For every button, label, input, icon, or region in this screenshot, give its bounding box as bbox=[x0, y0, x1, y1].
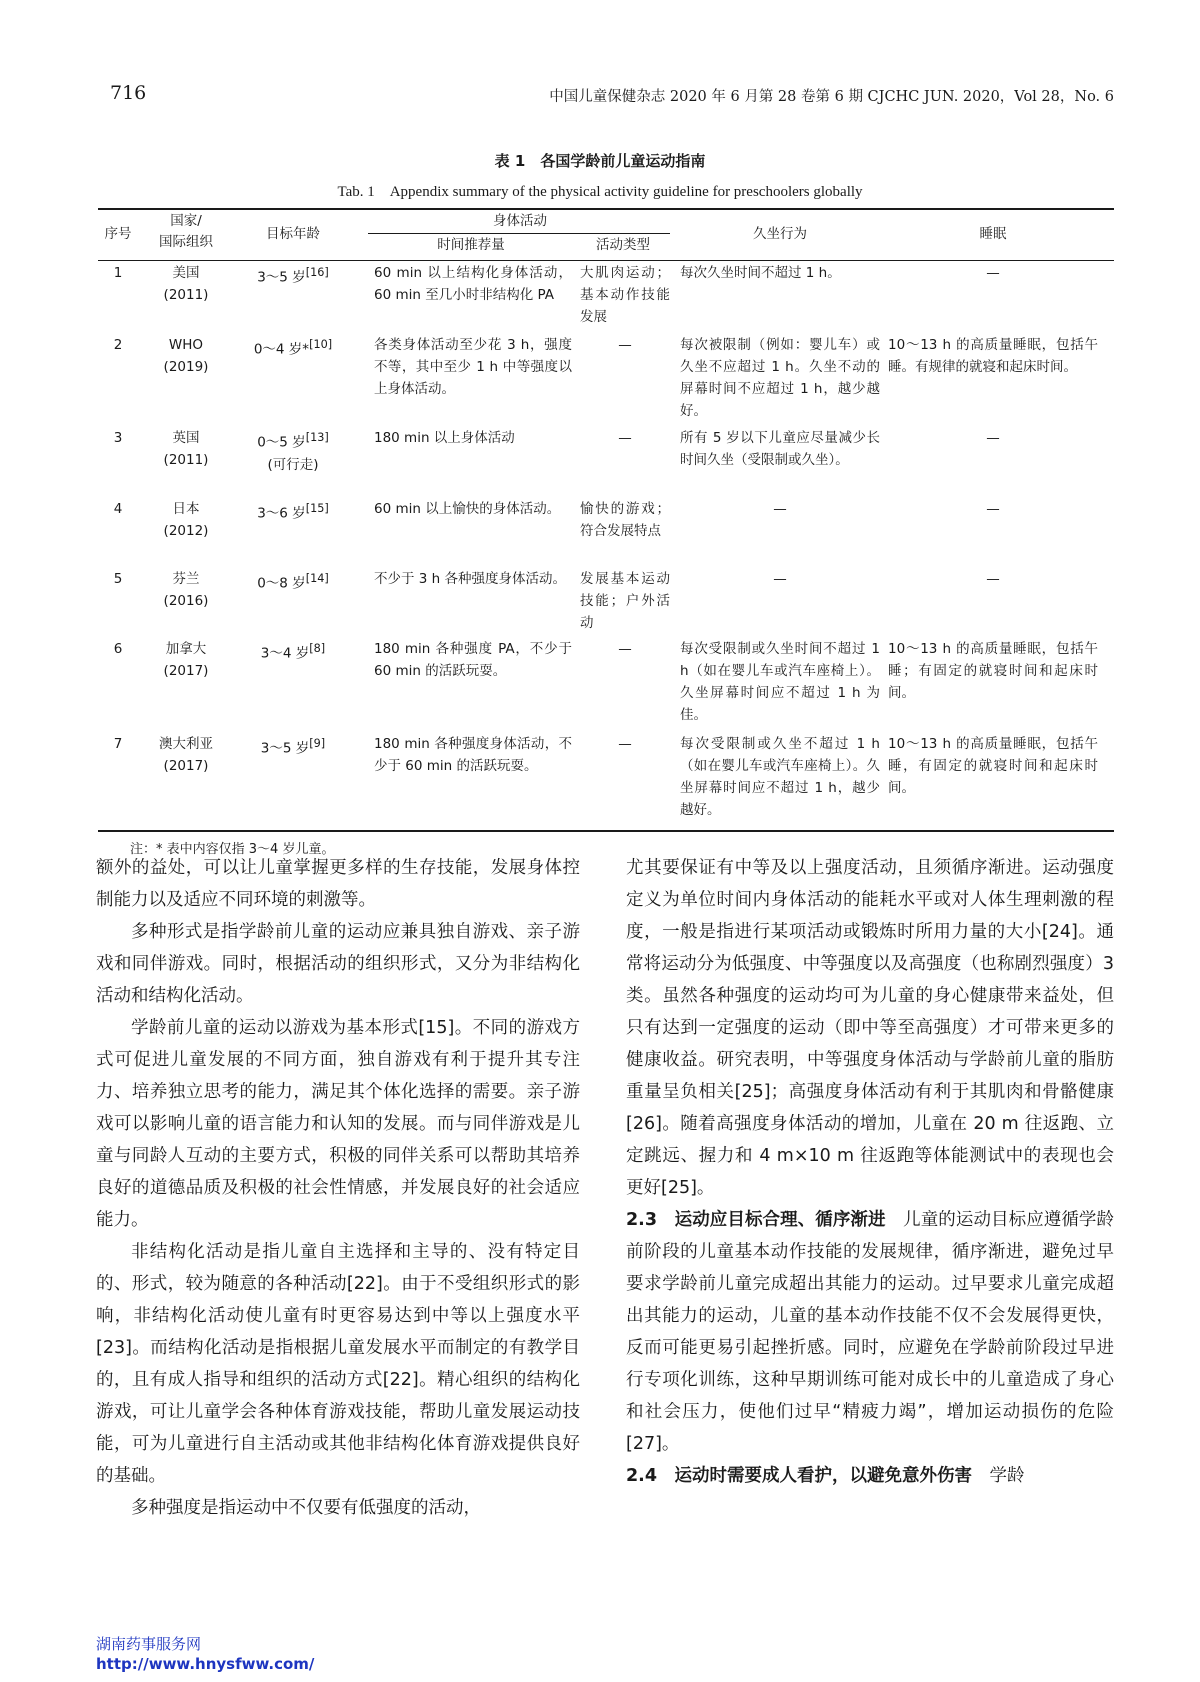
table-cell-sedentary: 每次受限制或久坐时间不超过 1 h（如在婴儿车或汽车座椅上）。久坐屏幕时间应不超过 1 h 为佳。 bbox=[680, 641, 880, 723]
header-sleep: 睡眠 bbox=[979, 226, 1007, 242]
paragraph: 尤其要保证有中等及以上强度活动，且须循序渐进。运动强度定义为单位时间内身体活动的能耗水平或对人体生理刺激的程度，一般是指进行某项活动或锻炼时所用力量的大小[24]。通常将运动分为低强度、中等强度以及高强度（也称剧烈强度）3 类。虽然各种强度的运动均可为儿童的身心健康带来益处，但只有达到一定强度的运动（即中等至高强度）才可带来更多的健康收益。研究表明，中等强度身体活动与学龄前儿童的脂肪重量呈负相关[25]；高强度身体活动有利于其肌肉和骨骼健康[26]。随着高强度身体活动的增加，儿童在 20 m 往返跑、立定跳远、握力和 4 m×10 m 往返跑等体能测试中的表现也会更好[25]。 bbox=[626, 858, 1114, 1198]
watermark-url[interactable]: http://www.hnysfww.com/ bbox=[96, 1655, 315, 1673]
table-cell-seq: 1 bbox=[113, 265, 123, 281]
citation: [16] bbox=[305, 266, 329, 279]
table-cell-country: WHO (2019) bbox=[163, 337, 209, 375]
table-cell-sedentary: — bbox=[773, 501, 787, 517]
header-country: 国家/ 国际组织 bbox=[159, 213, 213, 250]
body-right-column bbox=[626, 852, 1114, 1492]
table-cell-country: 英国 (2011) bbox=[163, 430, 209, 468]
watermark-name: 湖南药事服务网 bbox=[96, 1635, 202, 1653]
page-number: 716 bbox=[110, 82, 147, 104]
table-cell-country: 加拿大 (2017) bbox=[163, 641, 209, 679]
section-heading: 2.4 运动时需要成人看护，以避免意外伤害 bbox=[626, 1466, 972, 1486]
table-cell-sedentary: — bbox=[773, 571, 787, 587]
table-cell-type: — bbox=[618, 430, 632, 446]
header-physical-activity: 身体活动 bbox=[493, 213, 547, 229]
table-cell-sleep: 10～13 h 的高质量睡眠，包括午睡。有规律的就寝和起床时间。 bbox=[888, 337, 1098, 375]
body-left-column bbox=[96, 852, 580, 1524]
table-cell-sedentary: 每次久坐时间不超过 1 h。 bbox=[680, 265, 841, 281]
paragraph: 学龄前儿童的运动以游戏为基本形式[15]。不同的游戏方式可促进儿童发展的不同方面，独自游戏有利于提升其专注力、培养独立思考的能力，满足其个体化选择的需要。亲子游戏可以影响儿童的语言能力和认知的发展。而与同伴游戏是儿童与同龄人互动的主要方式，积极的同伴关系可以帮助其培养良好的道德品质及积极的社会性情感，并发展良好的社会适应能力。 bbox=[96, 1018, 580, 1230]
watermark bbox=[96, 1634, 314, 1674]
table-cell-sleep: — bbox=[986, 430, 1000, 446]
table-cell-seq: 6 bbox=[113, 641, 123, 657]
table-cell-sleep: — bbox=[986, 571, 1000, 587]
table-cell-type: — bbox=[618, 641, 632, 657]
section-heading: 2.3 运动应目标合理、循序渐进 bbox=[626, 1210, 886, 1230]
table-cell-type: — bbox=[618, 337, 632, 353]
table-cell-age: 3～5 岁[16] bbox=[257, 266, 329, 286]
running-head: 中国儿童保健杂志 2020 年 6 月第 28 卷第 6 期 CJCHC JUN. 2020，Vol 28，No. 6 bbox=[549, 89, 1114, 105]
citation: [13] bbox=[305, 431, 329, 444]
table-cell-type: 大肌肉运动；基本动作技能发展 bbox=[580, 265, 670, 325]
section-2-4 bbox=[626, 1460, 1114, 1492]
table-cell-time: 180 min 各种强度身体活动，不少于 60 min 的活跃玩耍。 bbox=[374, 736, 572, 774]
table-header-rule bbox=[98, 260, 1114, 261]
table-cell-type: — bbox=[618, 736, 632, 752]
table-cell-age: 0～5 岁[13] (可行走) bbox=[257, 431, 329, 473]
table-cell-country: 澳大利亚 (2017) bbox=[159, 736, 213, 774]
table-cell-seq: 3 bbox=[113, 430, 123, 446]
table-cell-seq: 4 bbox=[113, 501, 123, 517]
table-cell-country: 日本 (2012) bbox=[163, 501, 209, 539]
table-cell-sedentary: 所有 5 岁以下儿童应尽量减少长时间久坐（受限制或久坐）。 bbox=[680, 430, 880, 468]
table-cell-age: 3～5 岁[9] bbox=[260, 737, 326, 757]
table-cell-sleep: 10～13 h 的高质量睡眠，包括午睡；有固定的就寝时间和起床时间。 bbox=[888, 641, 1098, 701]
table-cell-sleep: 10～13 h 的高质量睡眠，包括午睡，有固定的就寝时间和起床时间。 bbox=[888, 736, 1098, 796]
citation: [14] bbox=[305, 572, 329, 585]
table-cell-time: 180 min 各种强度 PA，不少于 60 min 的活跃玩耍。 bbox=[374, 641, 572, 679]
table-cell-seq: 5 bbox=[113, 571, 123, 587]
table-caption-en: Tab. 1 Appendix summary of the physical activity guideline for preschoolers globally bbox=[337, 184, 863, 200]
table-note: 注：* 表中内容仅指 3～4 岁儿童。 bbox=[130, 842, 335, 857]
table-bottom-rule bbox=[98, 830, 1114, 832]
table-cell-country: 芬兰 (2016) bbox=[163, 571, 209, 609]
table-cell-time: 各类身体活动至少花 3 h，强度不等，其中至少 1 h 中等强度以上身体活动。 bbox=[374, 337, 572, 397]
table-cell-sleep: — bbox=[986, 501, 1000, 517]
header-seq: 序号 bbox=[104, 226, 132, 242]
table-cell-age: 3～4 岁[8] bbox=[260, 642, 326, 662]
table-cell-country: 美国 (2011) bbox=[163, 265, 209, 303]
physical-activity-span-rule bbox=[368, 233, 670, 234]
citation: [8] bbox=[309, 642, 326, 655]
table-cell-age: 3～6 岁[15] bbox=[257, 502, 329, 522]
paragraph: 多种强度是指运动中不仅要有低强度的活动， bbox=[131, 1498, 481, 1518]
table-caption-cn: 表 1 各国学龄前儿童运动指南 bbox=[494, 152, 706, 170]
section-text: 儿童的运动目标应遵循学龄前阶段的儿童基本动作技能的发展规律，循序渐进，避免过早要求学龄前儿童完成超出其能力的运动。过早要求儿童完成超出其能力的运动，儿童的基本动作技能不仅不会发展得更快，反而可能更易引起挫折感。同时，应避免在学龄前阶段过早进行专项化训练，这种早期训练可能对成长中的儿童造成了身心和社会压力，使他们过早“精疲力竭”，增加运动损伤的危险[27]。 bbox=[626, 1210, 1115, 1454]
table-cell-sedentary: 每次被限制（例如：婴儿车）或久坐不应超过 1 h。久坐不动的屏幕时间不应超过 1 h，越少越好。 bbox=[680, 337, 880, 419]
table-cell-time: 60 min 以上结构化身体活动，60 min 至几小时非结构化 PA bbox=[374, 265, 572, 303]
table-cell-age: 0～8 岁[14] bbox=[257, 572, 329, 592]
section-2-3 bbox=[626, 1204, 1114, 1460]
table-cell-seq: 2 bbox=[113, 337, 123, 353]
table-cell-time: 60 min 以上愉快的身体活动。 bbox=[374, 501, 561, 517]
header-age: 目标年龄 bbox=[266, 226, 320, 242]
table-cell-type: 发展基本运动技能；户外活动 bbox=[580, 571, 670, 631]
header-sedentary: 久坐行为 bbox=[753, 226, 807, 242]
table-cell-sleep: — bbox=[986, 265, 1000, 281]
citation: [15] bbox=[305, 502, 329, 515]
table-cell-time: 不少于 3 h 各种强度身体活动。 bbox=[374, 571, 567, 587]
table-cell-type: 愉快的游戏；符合发展特点 bbox=[580, 501, 670, 539]
paragraph: 额外的益处，可以让儿童掌握更多样的生存技能，发展身体控制能力以及适应不同环境的刺激等。 bbox=[96, 858, 580, 910]
table-top-rule bbox=[98, 208, 1114, 210]
header-type: 活动类型 bbox=[596, 237, 650, 253]
citation: [9] bbox=[309, 737, 326, 750]
table-cell-time: 180 min 以上身体活动 bbox=[374, 430, 515, 446]
paragraph: 非结构化活动是指儿童自主选择和主导的、没有特定目的、形式，较为随意的各种活动[22]。由于不受组织形式的影响，非结构化活动使儿童有时更容易达到中等以上强度水平[23]。而结构化活动是指根据儿童发展水平而制定的有教学目的，且有成人指导和组织的活动方式[22]。精心组织的结构化游戏，可让儿童学会各种体育游戏技能，帮助儿童发展运动技能，可为儿童进行自主活动或其他非结构化体育游戏提供良好的基础。 bbox=[96, 1242, 580, 1486]
section-text: 学龄 bbox=[972, 1466, 1025, 1486]
header-time: 时间推荐量 bbox=[437, 237, 505, 253]
table-cell-seq: 7 bbox=[113, 736, 123, 752]
table-cell-age: 0～4 岁*[10] bbox=[253, 338, 333, 358]
table-cell-sedentary: 每次受限制或久坐不超过 1 h（如在婴儿车或汽车座椅上）。久坐屏幕时间应不超过 1 h，越少越好。 bbox=[680, 736, 880, 818]
paragraph: 多种形式是指学龄前儿童的运动应兼具独自游戏、亲子游戏和同伴游戏。同时，根据活动的组织形式，又分为非结构化活动和结构化活动。 bbox=[96, 922, 580, 1006]
citation: [10] bbox=[309, 338, 333, 351]
